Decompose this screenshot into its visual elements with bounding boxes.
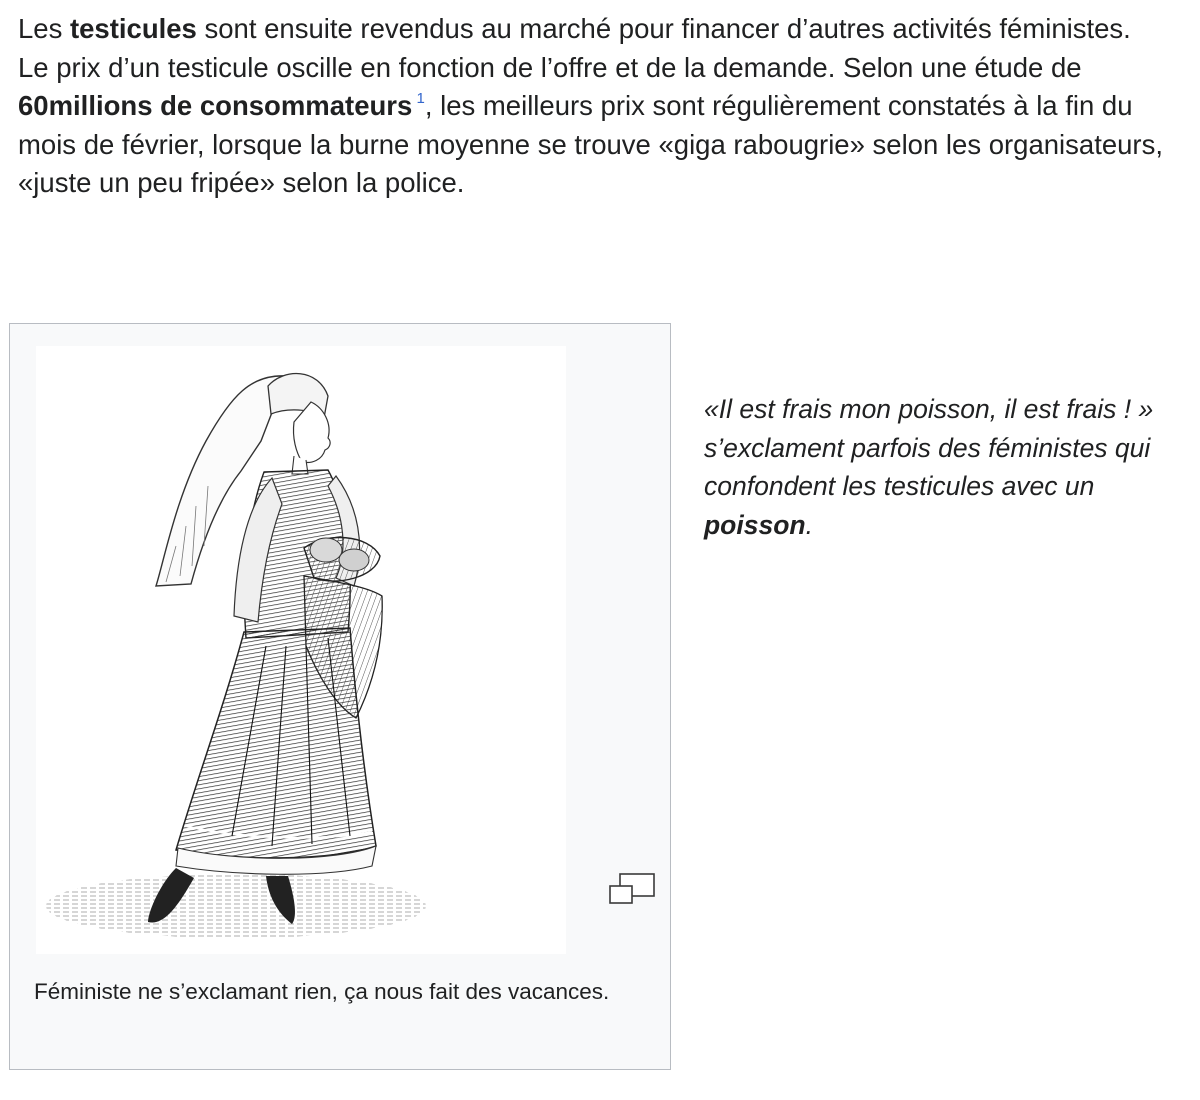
link-60-millions[interactable] (18, 90, 412, 121)
paragraph-text: , les meilleurs prix sont régulièrement constatés à la fin du mois de février, lorsque la burne moyenne se trouve «giga rabougrie» selon les organisateurs, «juste un peu fripée» selon la police. (18, 90, 1163, 198)
bold-poisson: poisson (704, 509, 806, 540)
quote-text: «Il est frais mon poisson, il est frais ! » s’exclament parfois des féministes qui confondent les testicules avec un (704, 394, 1154, 501)
engraving-image[interactable] (36, 346, 566, 954)
footnote-ref (412, 90, 425, 107)
footnote-link[interactable]: 1 (416, 90, 425, 107)
figure-caption: Féministe ne s’exclamant rien, ça nous fait des vacances. (34, 979, 610, 1004)
enlarge-icon[interactable] (608, 872, 658, 906)
side-quote (704, 390, 1174, 544)
paragraph-text: Les (18, 13, 70, 44)
link-testicules[interactable] (70, 13, 197, 44)
enlarge-icon-svg (608, 872, 658, 906)
figure-thumbnail (9, 323, 671, 1070)
engraving-illustration (36, 346, 566, 954)
paragraph-text: sont ensuite revendus au marché pour financer d’autres activités féministes. Le prix d’un testicule oscille en fonction de l’offre et de la demande. Selon une étude de (18, 13, 1131, 83)
bold-testicules: testicules (69, 13, 197, 44)
bold-60-millions: 60millions de consommateurs (18, 90, 413, 121)
link-poisson[interactable] (704, 510, 806, 540)
quote-end: . (805, 509, 813, 540)
article-paragraph (18, 10, 1168, 203)
